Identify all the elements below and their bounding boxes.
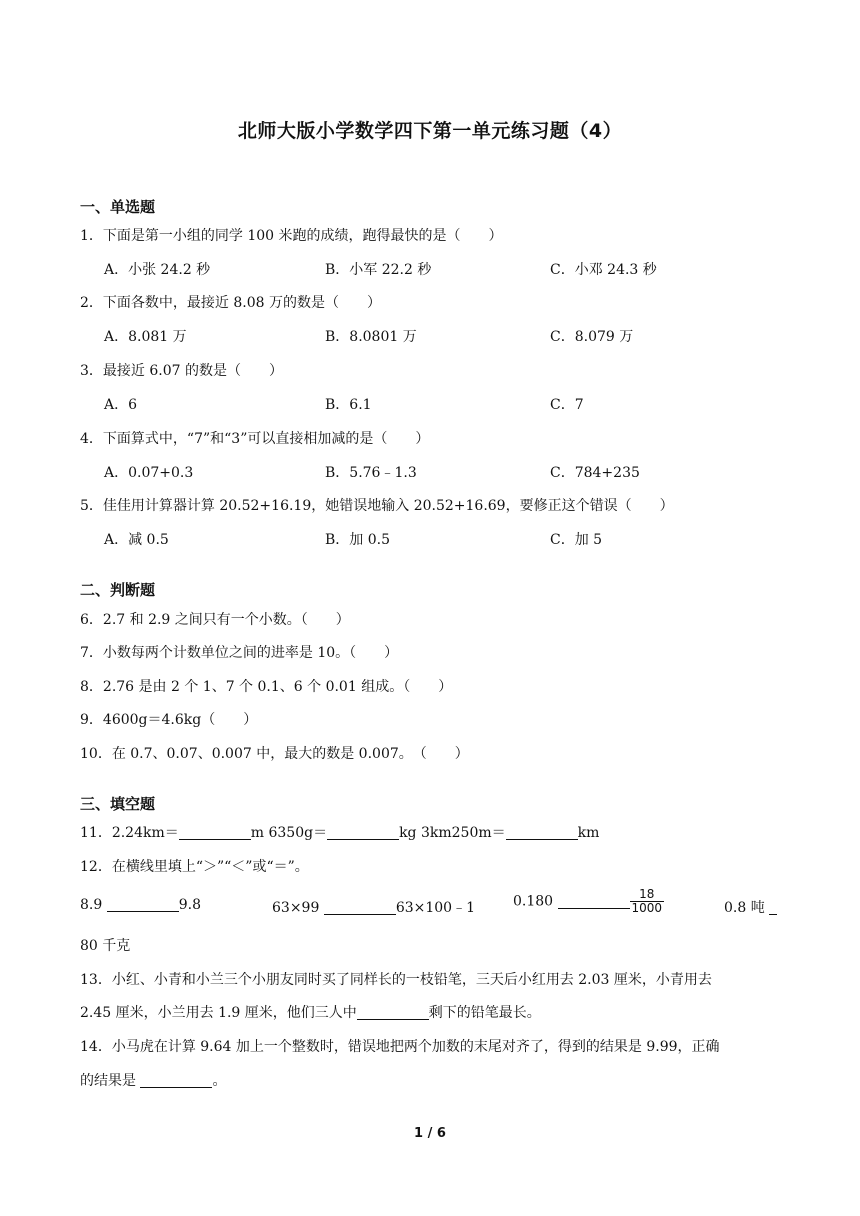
compare-2-right: 63×100﹣1	[395, 900, 475, 916]
question-5-option-a: A．减 0.5	[104, 532, 169, 548]
question-4-option-a: A．0.07+0.3	[104, 465, 194, 481]
question-7: 7．小数每两个计数单位之间的进率是 10。（ ）	[80, 645, 399, 661]
question-3-stem: 3．最接近 6.07 的数是（ ）	[80, 363, 283, 379]
answer-blank[interactable]	[179, 825, 251, 840]
compare-2-left: 63×99	[272, 900, 324, 916]
question-14-text-b: 。	[212, 1073, 227, 1089]
question-13-line-2	[80, 1002, 541, 1022]
question-6: 6．2.7 和 2.9 之间只有一个小数。（ ）	[80, 612, 350, 628]
question-14-text-a: 的结果是	[80, 1073, 141, 1089]
question-11	[80, 822, 599, 842]
question-1-option-c: C．小邓 24.3 秒	[550, 262, 657, 278]
question-12-compare-2	[272, 897, 475, 917]
question-13-text-a: 2.45 厘米，小兰用去 1.9 厘米，他们三人中	[80, 1005, 357, 1021]
question-11-part-2: m 6350g＝	[250, 825, 328, 841]
question-4-option-b: B．5.76﹣1.3	[325, 465, 417, 481]
compare-3-left: 0.180	[513, 893, 558, 910]
section-heading-true-false: 二、判断题	[80, 581, 156, 599]
fraction-denominator: 1000	[631, 901, 663, 915]
question-14-line-2	[80, 1070, 226, 1090]
answer-blank[interactable]	[140, 1073, 212, 1088]
fraction-numerator: 18	[630, 888, 665, 902]
question-4-option-c: C．784+235	[550, 465, 640, 481]
page-number: 1 / 6	[414, 1126, 446, 1141]
question-12-compare-1	[80, 897, 201, 913]
question-10: 10．在 0.7、0.07、0.007 中，最大的数是 0.007。 （ ）	[80, 746, 469, 762]
question-2-option-a: A．8.081 万	[104, 329, 187, 345]
question-1-option-a: A．小张 24.2 秒	[104, 262, 211, 278]
question-1-option-b: B．小军 22.2 秒	[325, 262, 432, 278]
page-title: 北师大版小学数学四下第一单元练习题（4）	[237, 120, 623, 142]
answer-blank[interactable]	[357, 1005, 429, 1020]
question-11-part-4: km	[577, 825, 600, 841]
question-2-option-c: C．8.079 万	[550, 329, 634, 345]
question-2-stem: 2．下面各数中，最接近 8.08 万的数是（ ）	[80, 295, 381, 311]
question-14-line-1: 14．小马虎在计算 9.64 加上一个整数时，错误地把两个加数的末尾对齐了，得到的结果是 9.99，正确	[80, 1039, 720, 1055]
answer-blank[interactable]	[506, 825, 578, 840]
question-3-option-a: A．6	[104, 397, 138, 413]
question-11-part-3: kg 3km250m＝	[399, 825, 506, 841]
question-5-stem: 5．佳佳用计算器计算 20.52+16.19，她错误地输入 20.52+16.69，要修正这个错误（ ）	[80, 498, 674, 514]
question-11-part-1: 11．2.24km＝	[80, 825, 179, 841]
question-2-option-b: B．8.0801 万	[325, 329, 417, 345]
question-12-stem: 12．在横线里填上“＞”“＜”或“＝”。	[80, 859, 309, 875]
question-9: 9．4600g＝4.6kg（ ）	[80, 712, 258, 728]
answer-blank[interactable]	[324, 900, 396, 915]
fraction	[630, 888, 665, 915]
question-13-line-1: 13．小红、小青和小兰三个小朋友同时买了同样长的一枝铅笔，三天后小红用去 2.03 厘米，小青用去	[80, 972, 712, 988]
question-5-option-b: B．加 0.5	[325, 532, 391, 548]
section-heading-fill-in: 三、填空题	[80, 795, 156, 813]
answer-blank[interactable]	[327, 825, 399, 840]
question-12-continuation: 80 千克	[80, 938, 131, 954]
question-5-option-c: C．加 5	[550, 532, 603, 548]
question-8: 8．2.76 是由 2 个 1、7 个 0.1、6 个 0.01 组成。（ ）	[80, 679, 453, 695]
answer-blank[interactable]	[769, 900, 777, 915]
question-4-stem: 4．下面算式中，“7”和“3”可以直接相加减的是（ ）	[80, 431, 430, 447]
question-12-compare-4	[724, 897, 777, 917]
question-3-option-b: B．6.1	[325, 397, 372, 413]
answer-blank[interactable]	[558, 894, 630, 909]
compare-4-left: 0.8 吨	[724, 900, 770, 916]
compare-1-left: 8.9	[80, 897, 107, 913]
compare-1-right: 9.8	[178, 897, 201, 913]
question-1-stem: 1．下面是第一小组的同学 100 米跑的成绩，跑得最快的是（ ）	[80, 228, 503, 244]
answer-blank[interactable]	[107, 897, 179, 912]
section-heading-single-choice: 一、单选题	[80, 198, 156, 216]
question-12-compare-3	[513, 888, 664, 915]
question-13-text-b: 剩下的铅笔最长。	[428, 1005, 541, 1021]
question-3-option-c: C．7	[550, 397, 584, 413]
